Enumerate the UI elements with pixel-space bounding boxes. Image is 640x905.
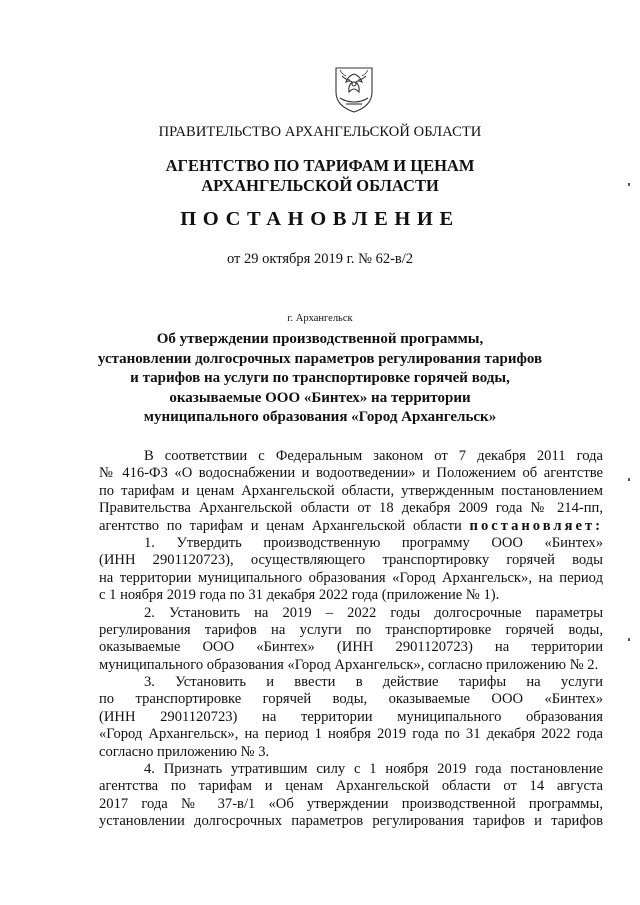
scan-mark [628,638,630,641]
agency-name [0,156,640,196]
body-line: «Город Архангельск», на период 1 ноября 2019 года по 31 декабря 2022 года [99,726,603,743]
decree-body [99,448,603,831]
body-line [99,518,603,535]
body-line: на территории муниципального образования «Город Архангельск», на период [99,569,603,586]
body-line: по тарифам и ценам Архангельской области, утвержденным постановлением [99,482,603,499]
body-line: установлении долгосрочных параметров регулирования тарифов и тарифов [99,813,603,830]
body-line: 2. Установить на 2019 – 2022 годы долгосрочные параметры [144,604,603,621]
body-line: (ИНН 2901120723), осуществляющего транспортировку горячей воды [99,552,603,569]
body-line: 2017 года № 37-в/1 «Об утверждении производственной программы, [99,795,603,812]
body-line: с 1 ноября 2019 года по 31 декабря 2022 года (приложение № 1). [99,587,500,604]
agency-name-line2: АРХАНГЕЛЬСКОЙ ОБЛАСТИ [201,176,439,195]
body-line: агентства по тарифам и ценам Архангельской области от 14 августа [99,778,603,795]
scan-mark [628,183,630,186]
body-line: (ИНН 2901120723) на территории муниципального образования [99,708,603,725]
agency-name-line1: АГЕНТСТВО ПО ТАРИФАМ И ЦЕНАМ [165,156,475,175]
body-line: 4. Признать утратившим силу с 1 ноября 2019 года постановление [144,761,603,778]
decree-city: г. Архангельск [287,313,353,324]
body-line: 3. Установить и ввести в действие тарифы на услуги [144,674,603,691]
body-line: Правительства Архангельской области от 18 декабря 2009 года № 214-пп, [99,500,603,517]
body-line: В соответствии с Федеральным законом от 7 декабря 2011 года [144,448,603,464]
subject-line: оказываемые ООО «Бинтех» на территории [169,389,471,406]
body-text: агентство по тарифам и ценам Архангельской области [99,517,462,534]
coat-of-arms-icon [328,62,380,114]
subject-line: Об утверждении производственной программы, [156,331,484,347]
body-line: № 416-ФЗ «О водоснабжении и водоотведении» и Положением об агентстве [99,465,603,482]
decree-subject [0,330,640,428]
scan-mark [628,478,630,481]
body-line: оказываемые ООО «Бинтех» (ИНН 2901120723) на территории [99,639,603,656]
subject-line: и тарифов на услуги по транспортировке горячей воды, [130,370,510,387]
subject-line: установлении долгосрочных параметров регулирования тарифов [97,350,543,367]
body-line: регулирования тарифов на услуги по транспортировке горячей воды, [99,621,603,638]
body-line: 1. Утвердить производственную программу ООО «Бинтех» [144,534,603,551]
decree-date-number: от 29 октября 2019 г. № 62-в/2 [226,251,414,267]
government-name: ПРАВИТЕЛЬСТВО АРХАНГЕЛЬСКОЙ ОБЛАСТИ [158,124,482,140]
resolution-word: постановляет: [469,517,603,534]
decree-title: ПОСТАНОВЛЕНИЕ [180,208,460,230]
subject-line: муниципального образования «Город Архангельск» [143,409,497,426]
body-line: муниципального образования «Город Архангельск», согласно приложению № 2. [99,656,599,673]
body-line: по транспортировке горячей воды, оказываемые ООО «Бинтех» [99,691,603,708]
body-line: согласно приложению № 3. [99,743,270,760]
